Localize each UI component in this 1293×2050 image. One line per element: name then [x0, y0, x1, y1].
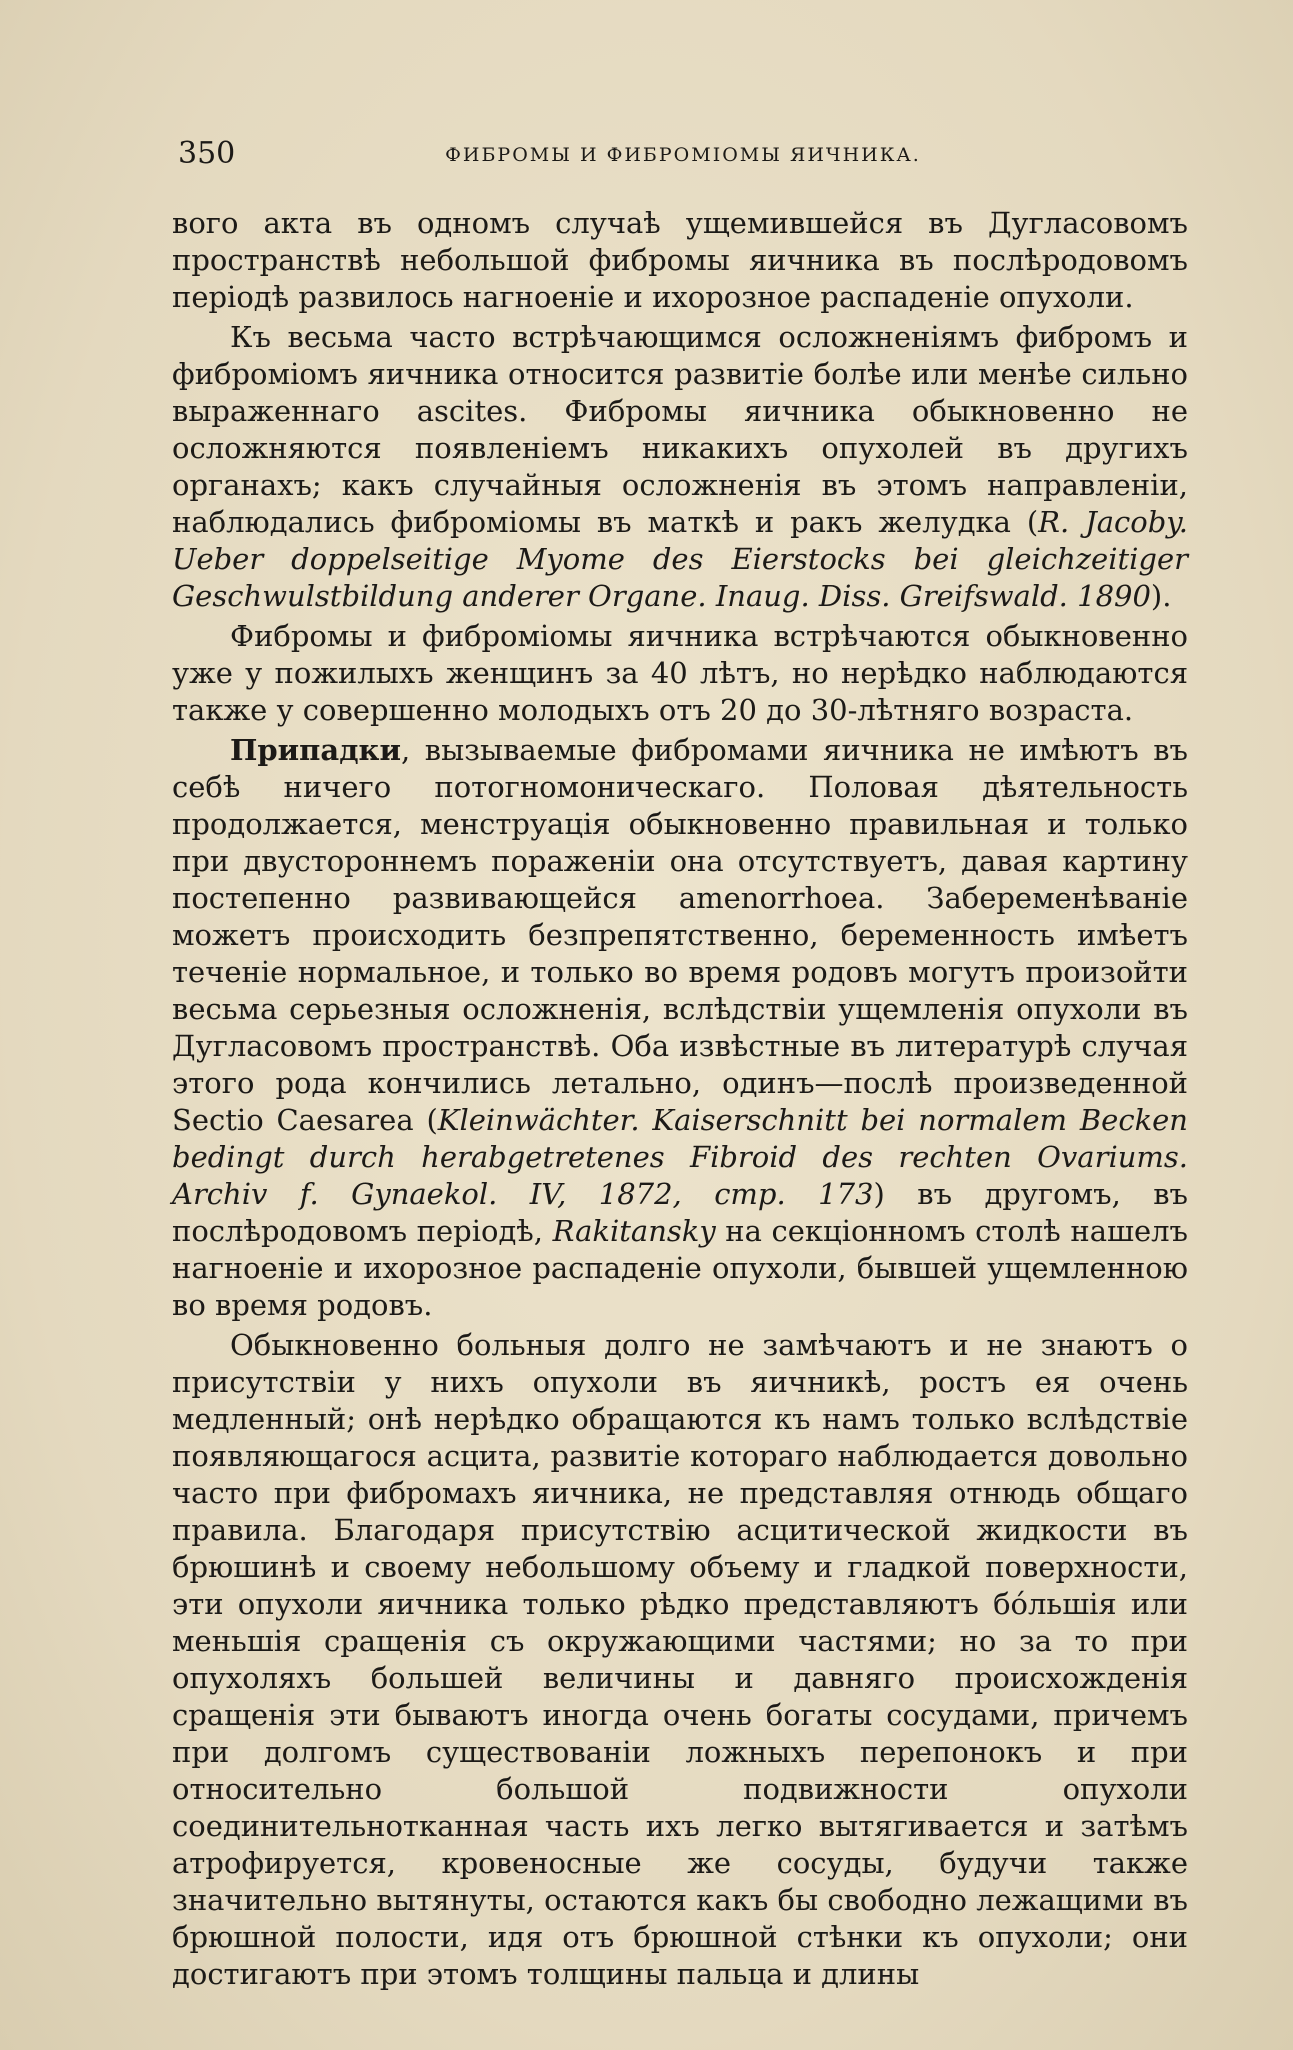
bold-lead-term: Припадки	[230, 733, 401, 767]
body-text	[172, 205, 1188, 1996]
paragraph-text: ) въ другомъ, въ послѣродовомъ періодѣ,	[172, 1177, 1189, 1248]
paragraph-text: на секціонномъ столѣ нашелъ нагноеніе и ихорозное распаденіе опухоли, бывшей ущемленною во время родовъ.	[172, 1214, 1188, 1322]
paragraph-age: Фибромы и фиброміомы яичника встрѣчаются обыкновенно уже у пожилыхъ женщинъ за 40 лѣтъ, но нерѣдко наблюдаются также у совершенно молодыхъ отъ 20 до 30-лѣтняго возраста.	[172, 619, 1188, 727]
citation-kleinwaechter: Kleinwächter. Kaiserschnitt bei normalem Becken bedingt durch herabgetretenes Fibroid des rechten Ovariums. Archiv f. Gynaekol. IV, 1872, стр. 173	[172, 1103, 1188, 1211]
paragraph-continued: вого акта въ одномъ случаѣ ущемившейся въ Дугласовомъ пространствѣ небольшой фибромы яичника въ послѣродовомъ періодѣ развилось нагноеніе и ихорозное распаденіе опухоли.	[172, 206, 1188, 314]
paragraph-course: Обыкновенно больныя долго не замѣчаютъ и не знаютъ о присутствіи у нихъ опухоли въ яичникѣ, ростъ ея очень медленный; онѣ нерѣдко обращаются къ намъ только вслѣдствіе появляющагося асцита, развитіе котораго наблюдается довольно часто при фибромахъ яичника, не представляя отнюдь общаго правила. Благодаря присутствію асцитической жидкости въ брюшинѣ и своему небольшому объему и гладкой поверхности, эти опухоли яичника только рѣдко представляютъ бóльшія или меньшія сращенія съ окружающими частями; но за то при опухоляхъ большей величины и давняго происхожденія сращенія эти бываютъ иногда очень богаты сосудами, причемъ при долгомъ существованіи ложныхъ перепонокъ и при относительно большой подвижности опухоли соединительнотканная часть ихъ легко вытягивается и затѣмъ атрофируется, кровеносные же сосуды, будучи также значительно вытянуты, остаются какъ бы свободно лежащими въ брюшной полости, идя отъ брюшной стѣнки къ опухоли; они достигаютъ при этомъ толщины пальца и длины	[172, 1328, 1188, 1991]
citation-jacoby: R. Jacoby. Ueber doppelseitige Myome des Eierstocks bei gleichzeitiger Geschwulstbildung anderer Organe. Inaug. Diss. Greifswald. 1890	[172, 505, 1189, 613]
paragraph-text: Къ весьма часто встрѣчающимся осложненіямъ фибромъ и фиброміомъ яичника относится развитіе болѣе или менѣе сильно выраженнаго ascites. Фибромы яичника обыкновенно не осложняются появленіемъ никакихъ опухолей въ другихъ органахъ; какъ случайныя осложненія въ этомъ направленіи, наблюдались фиброміомы въ маткѣ и ракъ желудка (	[172, 320, 1188, 539]
paragraph-symptoms	[172, 732, 1188, 1324]
page-number: 350	[178, 136, 236, 171]
running-title: ФИБРОМЫ И ФИБРОМІОМЫ ЯИЧНИКА.	[445, 144, 921, 166]
paragraph-complications	[172, 319, 1188, 615]
paragraph-text: , вызываемые фибромами яичника не имѣютъ въ себѣ ничего потогномоническаго. Половая дѣятельность продолжается, менструація обыкновенно правильная и только при двустороннемъ пораженіи она отсутствуетъ, давая картину постепенно развивающейся amenorrhoea. Забеременѣваніе можетъ происходить безпрепятственно, беременность имѣетъ теченіе нормальное, и только во время родовъ могутъ произойти весьма серьезныя осложненія, вслѣдствіи ущемленія опухоли въ Дугласовомъ пространствѣ. Оба извѣстные въ литературѣ случая этого рода кончились летально, одинъ—послѣ произведенной Sectio Caesarea (	[172, 733, 1188, 1137]
author-name-rakitansky: Rakitansky	[552, 1214, 716, 1248]
page-header	[178, 136, 1188, 176]
paragraph-text: ).	[1150, 579, 1172, 613]
